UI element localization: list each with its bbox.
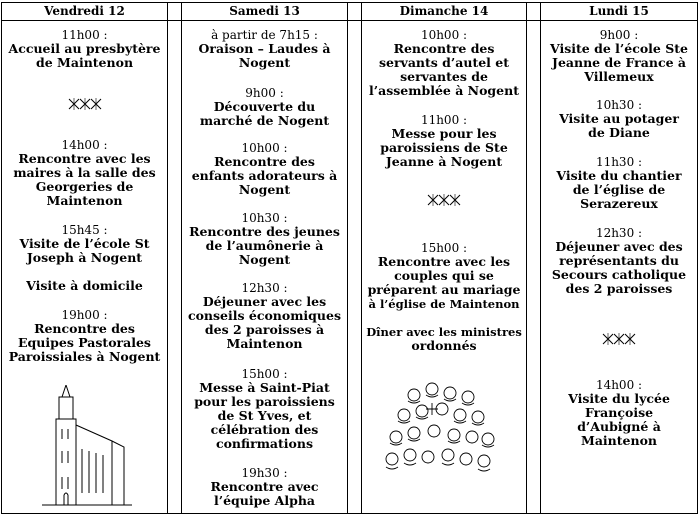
event-title: Jeanne de France à (552, 55, 686, 70)
event-title: Visite du lycée (568, 391, 670, 406)
event-title: de St Yves, et (217, 408, 312, 423)
event-title: Déjeuner avec des (555, 239, 683, 254)
event-title: Rencontre des (214, 154, 315, 169)
ornament-icon (2, 98, 167, 112)
column-saturday (182, 23, 347, 513)
event-time: 15h00 : (241, 367, 288, 381)
event-title: Jeanne à Nogent (385, 154, 503, 169)
column-divider (526, 3, 527, 513)
event-time: 15h45 : (61, 223, 108, 237)
event-title: représentants du (559, 253, 679, 268)
column-friday (2, 23, 167, 513)
event-title: Maintenon (580, 433, 657, 448)
event-title: Villemeux (584, 69, 654, 84)
event-time: 14h00 : (61, 138, 108, 152)
event (2, 138, 167, 208)
event-time: 10h30 : (595, 98, 643, 112)
event-title: de Diane (588, 125, 650, 140)
event-title: Dîner avec les ministres (366, 325, 522, 339)
event-time: 12h30 : (595, 226, 643, 240)
header-divider (2, 20, 697, 21)
event-time: 19h00 : (61, 308, 108, 322)
column-divider (167, 3, 168, 513)
event-time: 9h00 : (599, 28, 639, 42)
event (182, 367, 347, 451)
event-time: 10h00 : (241, 141, 288, 155)
event (541, 378, 697, 448)
event (2, 279, 167, 293)
event-title: maires à la salle des (13, 165, 156, 180)
ornament-icon (541, 333, 697, 347)
ornament-icon (362, 194, 526, 208)
event (2, 223, 167, 265)
event-title: Secours catholique (551, 267, 687, 282)
day-header-sunday: Dimanche 14 (399, 4, 489, 18)
event (2, 308, 167, 364)
event (541, 28, 697, 84)
event-title: de l’église de (572, 182, 666, 197)
event-title: Rencontre avec les (18, 151, 151, 166)
event-title: Accueil au presbytère (8, 41, 161, 56)
event-title: des 2 paroisses à (204, 322, 325, 337)
event (541, 226, 697, 296)
event (362, 241, 526, 311)
event (182, 86, 347, 128)
event (2, 28, 167, 70)
event (182, 466, 347, 508)
event-title: Paroissiales à Nogent (8, 349, 161, 364)
event (182, 28, 347, 70)
event-title: Messe pour les (391, 126, 497, 141)
event-title: confirmations (215, 436, 314, 451)
event-title: Nogent (238, 252, 291, 267)
event-title: Visite à domicile (26, 278, 143, 293)
event-title: Françoise (584, 405, 654, 420)
event-title: couples qui se (394, 268, 494, 283)
event-title: Joseph à Nogent (26, 250, 143, 265)
schedule-table (1, 2, 698, 514)
event-title: à l’église de Maintenon (368, 297, 520, 311)
event-title: conseils économiques (187, 308, 342, 323)
event-title: Oraison – Laudes à (198, 41, 331, 56)
event-title: Rencontre des jeunes (189, 224, 340, 239)
event-title: Rencontre avec (210, 479, 319, 494)
event-title: Rencontre des (34, 321, 135, 336)
event-title: l’équipe Alpha (213, 493, 316, 508)
event-title: Nogent (238, 182, 291, 197)
event-time: 9h00 : (245, 86, 284, 100)
event (182, 141, 347, 197)
event-title: enfants adorateurs à (191, 168, 338, 183)
event-time: 19h30 : (241, 466, 288, 480)
event-title: Maintenon (46, 193, 123, 208)
event-title: l’assemblée à Nogent (369, 83, 519, 98)
event-title: célébration des (210, 422, 319, 437)
event-title: servants d’autel et (378, 55, 510, 70)
event-title: de l’aumônerie à (205, 238, 324, 253)
event-time: 14h00 : (595, 378, 643, 392)
event-title: paroissiens de Ste (380, 140, 508, 155)
column-divider (347, 3, 348, 513)
event-time: 10h00 : (420, 28, 468, 42)
event-title: Serazereux (580, 196, 658, 211)
event-title: Maintenon (226, 336, 303, 351)
event-title: Equipes Pastorales (18, 335, 151, 350)
event-title: des 2 paroisses (565, 281, 673, 296)
event (362, 325, 526, 353)
event-time: 15h00 : (420, 241, 468, 255)
event-title: de Maintenon (35, 55, 134, 70)
event-title: préparent au mariage (367, 282, 521, 297)
event (182, 281, 347, 351)
column-monday (541, 23, 697, 513)
event-title: Nogent (238, 55, 291, 70)
event-title: servantes de (400, 69, 488, 84)
event-time: 12h30 : (241, 281, 288, 295)
event-title: marché de Nogent (199, 113, 330, 128)
event (362, 28, 526, 98)
event-title: Visite de l’école Ste (550, 41, 688, 56)
event-title: Visite de l’école St (19, 236, 150, 251)
event-time: 10h30 : (241, 211, 288, 225)
event-title: Messe à Saint-Piat (199, 380, 330, 395)
event-title: Georgeries de (35, 179, 134, 194)
column-sunday (362, 23, 526, 513)
day-header-monday: Lundi 15 (589, 4, 649, 18)
event (182, 211, 347, 267)
event-title: Rencontre des (393, 41, 495, 56)
event-time: 11h00 : (420, 113, 468, 127)
event-time: 11h00 : (61, 28, 108, 42)
event-title: d’Aubigné à (577, 419, 661, 434)
event (362, 113, 526, 169)
event (541, 98, 697, 140)
event-time: à partir de 7h15 : (211, 28, 318, 42)
event-title: Rencontre avec les (377, 254, 511, 269)
event-title: Découverte du (213, 99, 316, 114)
church-drawing (2, 385, 167, 511)
event-title: Déjeuner avec les (202, 294, 327, 309)
day-header-saturday: Samedi 13 (229, 4, 300, 18)
event-time: 11h30 : (595, 155, 643, 169)
event-title: pour les paroissiens (194, 394, 335, 409)
event-title: Visite du chantier (556, 168, 682, 183)
event-title: ordonnés (411, 338, 477, 353)
event-title: Visite au potager (559, 111, 679, 126)
day-header-friday: Vendredi 12 (44, 4, 125, 18)
event (541, 155, 697, 211)
people-drawing (362, 375, 526, 485)
